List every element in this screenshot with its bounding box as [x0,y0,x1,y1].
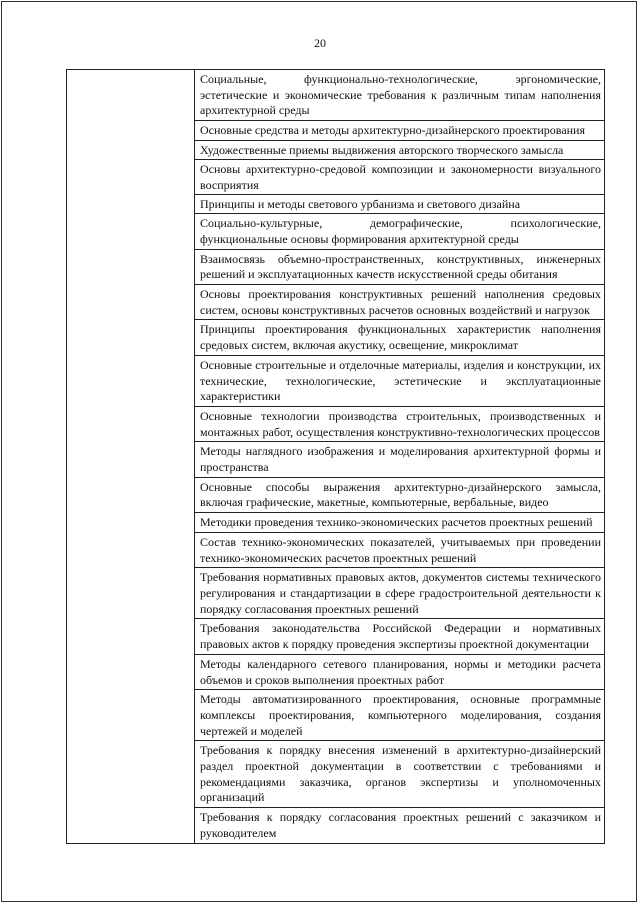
requirement-cell [195,214,605,249]
requirement-cell [195,70,605,121]
requirement-text: Требования к порядку внесения изменений в архитектурно-дизайнерский раздел проектной документации в соответствии с требованиями и рекомендациями заказчика, органов экспертизы и уполномоченных организаций [200,743,601,805]
requirement-cell [195,320,605,355]
requirement-text: Социально-культурные, демографические, психологические, функциональные основы формирования архитектурной среды [200,216,601,246]
requirement-cell [195,121,605,141]
requirement-text: Основные средства и методы архитектурно-дизайнерского проектирования [200,123,586,138]
requirement-cell [195,513,605,533]
label-cell [67,70,195,844]
requirement-text: Требования к порядку согласования проектных решений с заказчиком и руководителем [200,810,601,840]
requirement-cell [195,808,605,843]
requirement-cell [195,568,605,619]
requirement-text: Художественные приемы выдвижения авторского творческого замысла [200,142,564,157]
requirement-text: Основы архитектурно-средовой композиции и закономерности визуального восприятия [200,161,601,192]
requirement-cell [195,477,605,512]
requirement-cell [195,140,605,159]
requirement-cell [195,159,605,194]
requirement-text: Методы календарного сетевого планирования, нормы и методики расчета объемов и сроков выполнения проектных работ [200,656,601,687]
requirement-cell [195,654,605,689]
requirement-text: Основные технологии производства строительных, производственных и монтажных работ, осуществления конструктивно-технологических процессов [200,408,601,439]
requirement-cell [195,355,605,406]
requirement-cell [195,741,605,808]
requirement-text: Основные строительные и отделочные материалы, изделия и конструкции, их технические, технологические, эстетические и эксплуатационные характеристики [200,357,601,404]
requirement-cell [195,195,605,214]
requirement-text: Требования законодательства Российской Федерации и нормативных правовых актов к порядку проведения экспертизы проектной документации [200,621,601,652]
requirement-cell [195,690,605,741]
requirements-table [66,69,605,844]
requirement-text: Требования нормативных правовых актов, документов системы технического регулирования и стандартизации в сфере градостроительной деятельности к порядку согласования проектных решений [200,570,601,616]
requirement-text: Методы наглядного изображения и моделирования архитектурной формы и пространства [200,444,601,475]
requirement-text: Состав технико-экономических показателей, учитываемых при проведении технико-экономических расчетов проектных решений [200,534,601,565]
requirement-cell [195,406,605,441]
requirement-text: Методы автоматизированного проектирования, основные программные комплексы проектирования, компьютерного моделирования, создания чертежей и моделей [200,692,601,738]
requirement-cell [195,249,605,284]
requirement-cell [195,285,605,320]
requirement-text: Социальные, функционально-технологические, эргономические, эстетические и экономические требования к различным типам наполнения архитектурной среды [200,72,601,118]
requirement-text: Принципы проектирования функциональных характеристик наполнения средовых систем, включая акустику, освещение, микроклимат [200,322,601,353]
requirement-text: Основные способы выражения архитектурно-дизайнерского замысла, включая графические, макетные, компьютерные, вербальные, видео [200,479,601,510]
page-number: 20 [314,36,326,50]
requirement-cell [195,532,605,567]
requirement-cell [195,619,605,654]
requirement-text: Принципы и методы светового урбанизма и светового дизайна [200,197,521,212]
requirement-cell [195,442,605,477]
requirement-text: Взаимосвязь объемно-пространственных, конструктивных, инженерных решений и эксплуатационных качеств искусственной среды обитания [200,251,601,282]
table-row [67,70,605,121]
requirement-text: Методики проведения технико-экономических расчетов проектных решений [200,515,593,530]
requirements-table-body [67,70,605,844]
requirement-text: Основы проектирования конструктивных решений наполнения средовых систем, основы конструктивных расчетов основных воздействий и нагрузок [200,287,601,317]
